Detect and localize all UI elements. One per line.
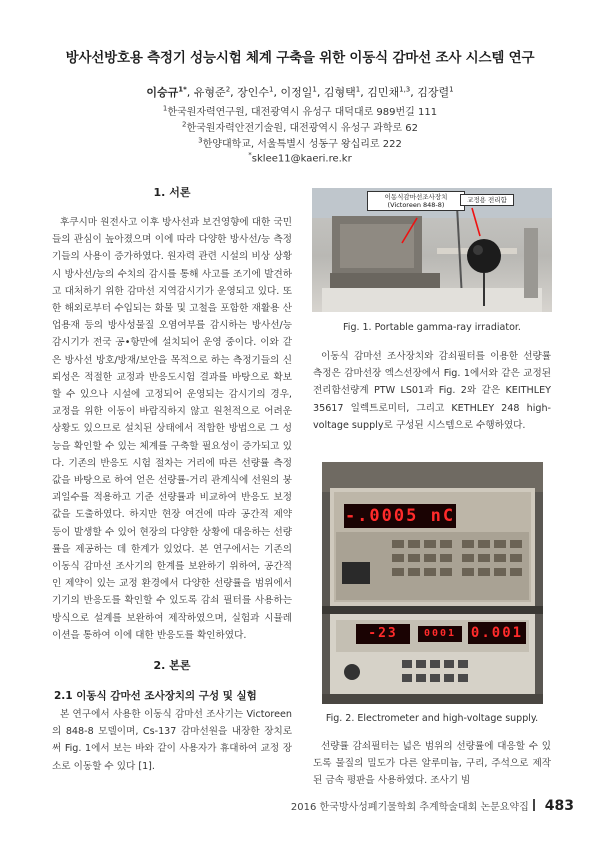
page-footer	[291, 798, 574, 814]
author-name: 이정일	[280, 86, 313, 99]
paper-title: 방사선방호용 측정기 성능시험 체계 구축을 위한 이동식 감마선 조사 시스템 연구	[65, 50, 535, 66]
intro-paragraph: 후쿠시마 원전사고 이후 방사선과 보건영향에 대한 국민들의 관심이 높아졌으며 이에 따라 다양한 방사선/능 측정기들의 사용이 증가하였다. 원자력 관련 시설의 비상 상황 시 방사선/능의 수치의 감시를 통해 사고를 조기에 발견하고 대처하기 위한 감마선 지역감시기가 운영되고 있다. 또한 해외로부터 수입되는 화물 및 고철을 포함한 재활용 산업용재 등의 방사성물질 오염여부를 감시하는 방사선/능 감시기가 전국 공•항만에 설치되어 운영 중이다. 이와 같은 방사선 방호/방재/보안을 목적으로 하는 측정기들의 신뢰성은 적절한 교정과 반응도시험 결과를 바탕으로 확보할 수 있으나 시설에 고정되어 운영되는 감시기의 경우, 교정을 위한 이동이 바람직하지 않고 원천적으로 어려운 상황도 있으므로 설치된 상태에서 적합한 방법으로 그 성능을 확인할 수 있는 체계를 구축할 필요성이 증가되고 있다. 기존의 반응도 시험 절차는 거리에 따른 선량률 측정값을 바탕으로 하여 얻은 선량률-거리 관계식에 선원의 붕괴일수를 적용하고 기준 선량률과 비교하여 반응도 보정값을 도출하였다. 하지만 현장 여건에 따라 공간적 제약 등이 발생할 수 있어 현장의 다양한 상황에 대응하는 선량률을 제공하는 데 한계가 있었다. 본 연구에서는 기존의 이동식 감마선 조사기의 한계를 보완하기 위하여, 공간적인 제약이 있는 교정 환경에서 다양한 선량률을 범위에서 기기의 반응도를 확인할 수 있도록 감쇠 필터를 사용하는 방식으로 설계를 보완하여 제작하였으며, 실험과 시뮬레이션을 통하여 이에 대한 반응도를 확인하였다.	[52, 217, 292, 641]
subsection-paragraph: 본 연구에서 사용한 이동식 감마선 조사기는 Victoreen의 848-8 모델이며, Cs-137 감마선원을 내장한 장치로써 Fig. 1에서 보는 바와 같이 사용자가 휴대하여 교정 장소로 이동할 수 있다 [1].	[52, 709, 292, 772]
author-name: 김민채	[367, 86, 400, 99]
hv-supply-display-mid: 0001	[418, 626, 462, 642]
figure-2-caption: Fig. 2. Electrometer and high-voltage supply.	[325, 713, 539, 724]
figure-1-label-irradiator: 이동식감마선조사장치 (Victoreen 848-8)	[367, 191, 465, 211]
affiliation: $^1$한국원자력연구원, 대전광역시 유성구 대덕대로 989번길 111	[162, 104, 438, 118]
footer-divider	[533, 799, 535, 811]
right-paragraph-2: 선량률 감쇠필터는 넓은 범위의 선량률에 대응할 수 있도록 물질의 밀도가 다른 알루미늄, 구리, 주석으로 제작된 금속 평판을 사용하였다. 조사기 빔	[313, 741, 551, 787]
author-name: 유형준	[193, 86, 226, 99]
right-paragraph-1: 이동식 감마선 조사장치와 감쇠필터를 이용한 선량률 측정은 감마선장 엑스선장에서 Fig. 1에서와 같은 교정된 전리함선량계 PTW LS01과 Fig. 2와 같은 KEITHLEY 35617 일렉트로미터, 그리고 KETHLEY 248 high-voltage supply로 구성된 시스템으로 수행하였다.	[313, 351, 551, 431]
electrometer-display: -.0005 nC	[344, 506, 456, 526]
author-list: 이승규$^{1*}$, 유형준$^2$, 장인수$^1$, 이정일$^1$, 김형택$^1$, 김민채$^{1,3}$, 김장렬$^1$	[146, 85, 454, 99]
section-heading-intro: 1. 서론	[153, 186, 191, 199]
author-name: 장인수	[237, 86, 270, 99]
subsection-heading: 2.1 이동식 감마선 조사장치의 구성 및 실험	[54, 690, 257, 702]
affiliation: $^3$한양대학교, 서울특별시 성동구 왕십리로 222	[198, 136, 402, 150]
electrometer-photo	[322, 462, 543, 704]
footer-text: 2016 한국방사성폐기물학회 추계학술대회 논문요약집	[290, 802, 529, 813]
affiliation: $^2$한국원자력안전기술원, 대전광역시 유성구 과학로 62	[182, 120, 418, 134]
author-name: 김장렬	[417, 86, 450, 99]
author-name: 김형택	[323, 86, 356, 99]
figure-2-photo	[322, 462, 543, 704]
page-number: 483	[544, 798, 574, 814]
email: *sklee11@kaeri.re.kr	[248, 151, 352, 165]
author-name: 이승규	[146, 86, 179, 99]
hv-supply-display-right: 0.001	[468, 622, 526, 644]
figure-1-caption: Fig. 1. Portable gamma-ray irradiator.	[343, 322, 521, 333]
figure-1-label-chamber: 교정용 전리함	[460, 194, 514, 206]
hv-supply-display-left: -23	[356, 624, 410, 644]
figure-1-photo	[312, 188, 552, 312]
section-heading-body: 2. 본론	[153, 659, 191, 672]
